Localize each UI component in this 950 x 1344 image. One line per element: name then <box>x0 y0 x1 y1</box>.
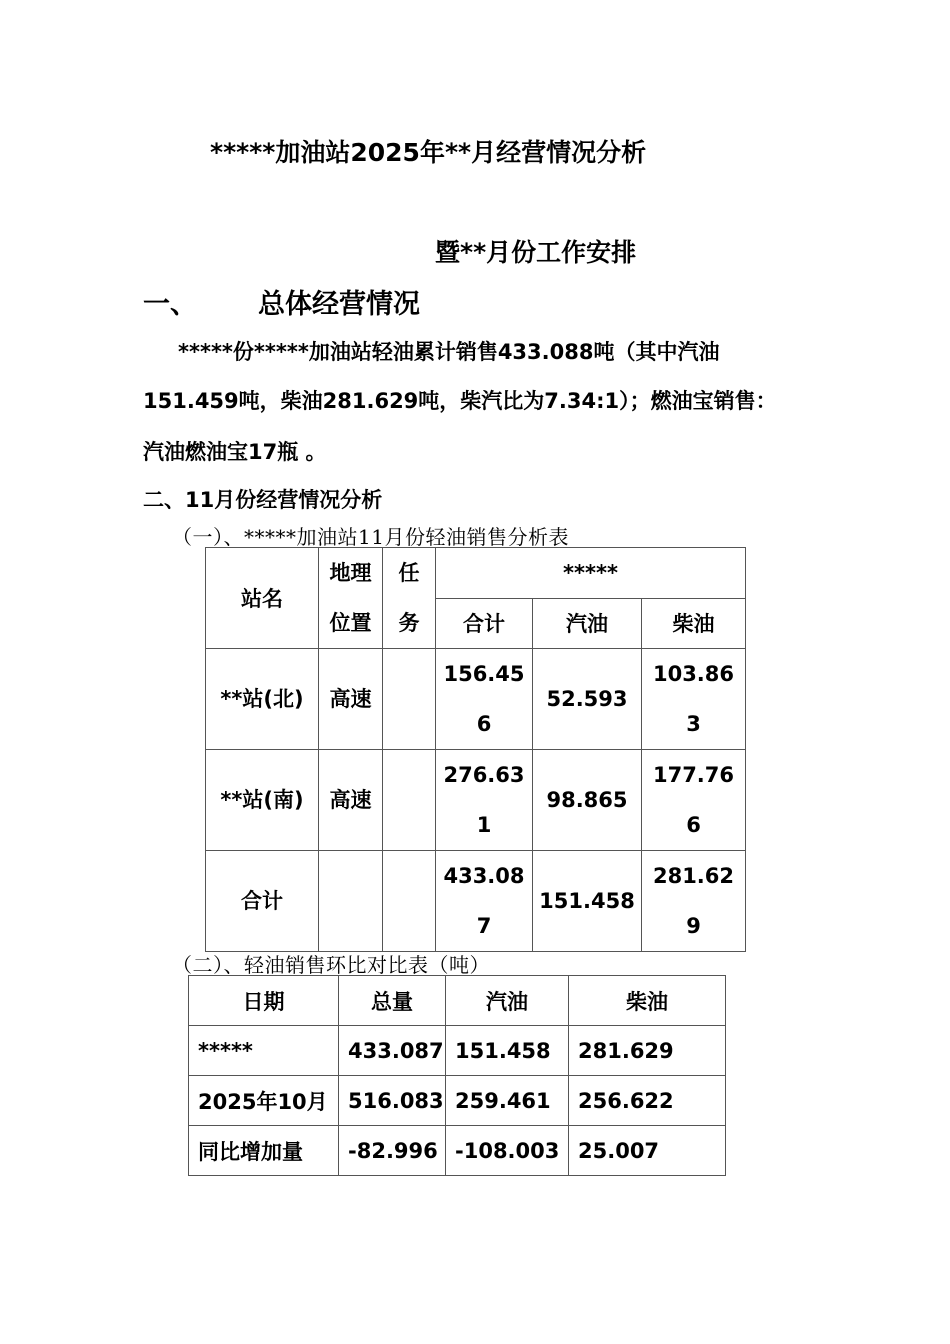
cell-gasoline: -108.003 <box>446 1126 569 1176</box>
cell-total: -82.996 <box>339 1126 446 1176</box>
cell-task <box>383 649 436 750</box>
cell-diesel: 281.629 <box>569 1026 726 1076</box>
cell-total: 156.456 <box>436 649 533 750</box>
table-row <box>189 1076 726 1126</box>
header-diesel: 柴油 <box>569 976 726 1026</box>
header-group: ***** <box>436 548 746 599</box>
header-total: 总量 <box>339 976 446 1026</box>
summary-line-2: 151.459吨，柴油281.629吨，柴汽比为7.34:1）；燃油宝销售： <box>143 389 777 413</box>
table-row <box>206 750 746 851</box>
month-comparison-table <box>188 975 726 1176</box>
sales-analysis-table <box>205 547 746 952</box>
cell-gasoline: 151.458 <box>533 851 642 952</box>
cell-gasoline: 98.865 <box>533 750 642 851</box>
cell-gasoline: 259.461 <box>446 1076 569 1126</box>
cell-total: 433.087 <box>339 1026 446 1076</box>
summary-line-3: 汽油燃油宝17瓶 。 <box>143 440 327 464</box>
table-2-caption: （二）、轻油销售环比对比表（吨） <box>172 953 490 977</box>
cell-total: 516.083 <box>339 1076 446 1126</box>
cell-date: 同比增加量 <box>189 1126 339 1176</box>
cell-diesel: 25.007 <box>569 1126 726 1176</box>
cell-date: 2025年10月 <box>189 1076 339 1126</box>
header-gasoline: 汽油 <box>533 598 642 649</box>
header-total: 合计 <box>436 598 533 649</box>
section-1-title: 总体经营情况 <box>258 289 420 320</box>
cell-date: ***** <box>189 1026 339 1076</box>
cell-diesel: 281.629 <box>642 851 746 952</box>
cell-location: 高速 <box>319 750 383 851</box>
header-location: 地理 位置 <box>319 548 383 649</box>
cell-gasoline: 151.458 <box>446 1026 569 1076</box>
section-1-number: 一、 <box>143 289 197 320</box>
table-row <box>206 851 746 952</box>
header-station: 站名 <box>206 548 319 649</box>
cell-total: 433.087 <box>436 851 533 952</box>
table-row <box>189 1026 726 1076</box>
header-date: 日期 <box>189 976 339 1026</box>
section-1-heading <box>143 282 420 321</box>
cell-gasoline: 52.593 <box>533 649 642 750</box>
cell-station: **站(南) <box>206 750 319 851</box>
header-diesel: 柴油 <box>642 598 746 649</box>
document-subtitle: 暨**月份工作安排 <box>435 238 637 267</box>
summary-line-1: *****份*****加油站轻油累计销售433.088吨（其中汽油 <box>178 340 720 364</box>
cell-station: **站(北) <box>206 649 319 750</box>
section-2-heading: 二、11月份经营情况分析 <box>143 488 383 512</box>
document-title: *****加油站2025年**月经营情况分析 <box>210 138 647 167</box>
header-gasoline: 汽油 <box>446 976 569 1026</box>
table-row <box>189 1126 726 1176</box>
cell-task <box>383 750 436 851</box>
cell-location <box>319 851 383 952</box>
table-row <box>206 649 746 750</box>
cell-total: 276.631 <box>436 750 533 851</box>
cell-diesel: 177.766 <box>642 750 746 851</box>
cell-diesel: 256.622 <box>569 1076 726 1126</box>
cell-station: 合计 <box>206 851 319 952</box>
cell-location: 高速 <box>319 649 383 750</box>
header-task: 任 务 <box>383 548 436 649</box>
table-1-caption: （一）、*****加油站11月份轻油销售分析表 <box>172 525 569 549</box>
cell-task <box>383 851 436 952</box>
cell-diesel: 103.863 <box>642 649 746 750</box>
